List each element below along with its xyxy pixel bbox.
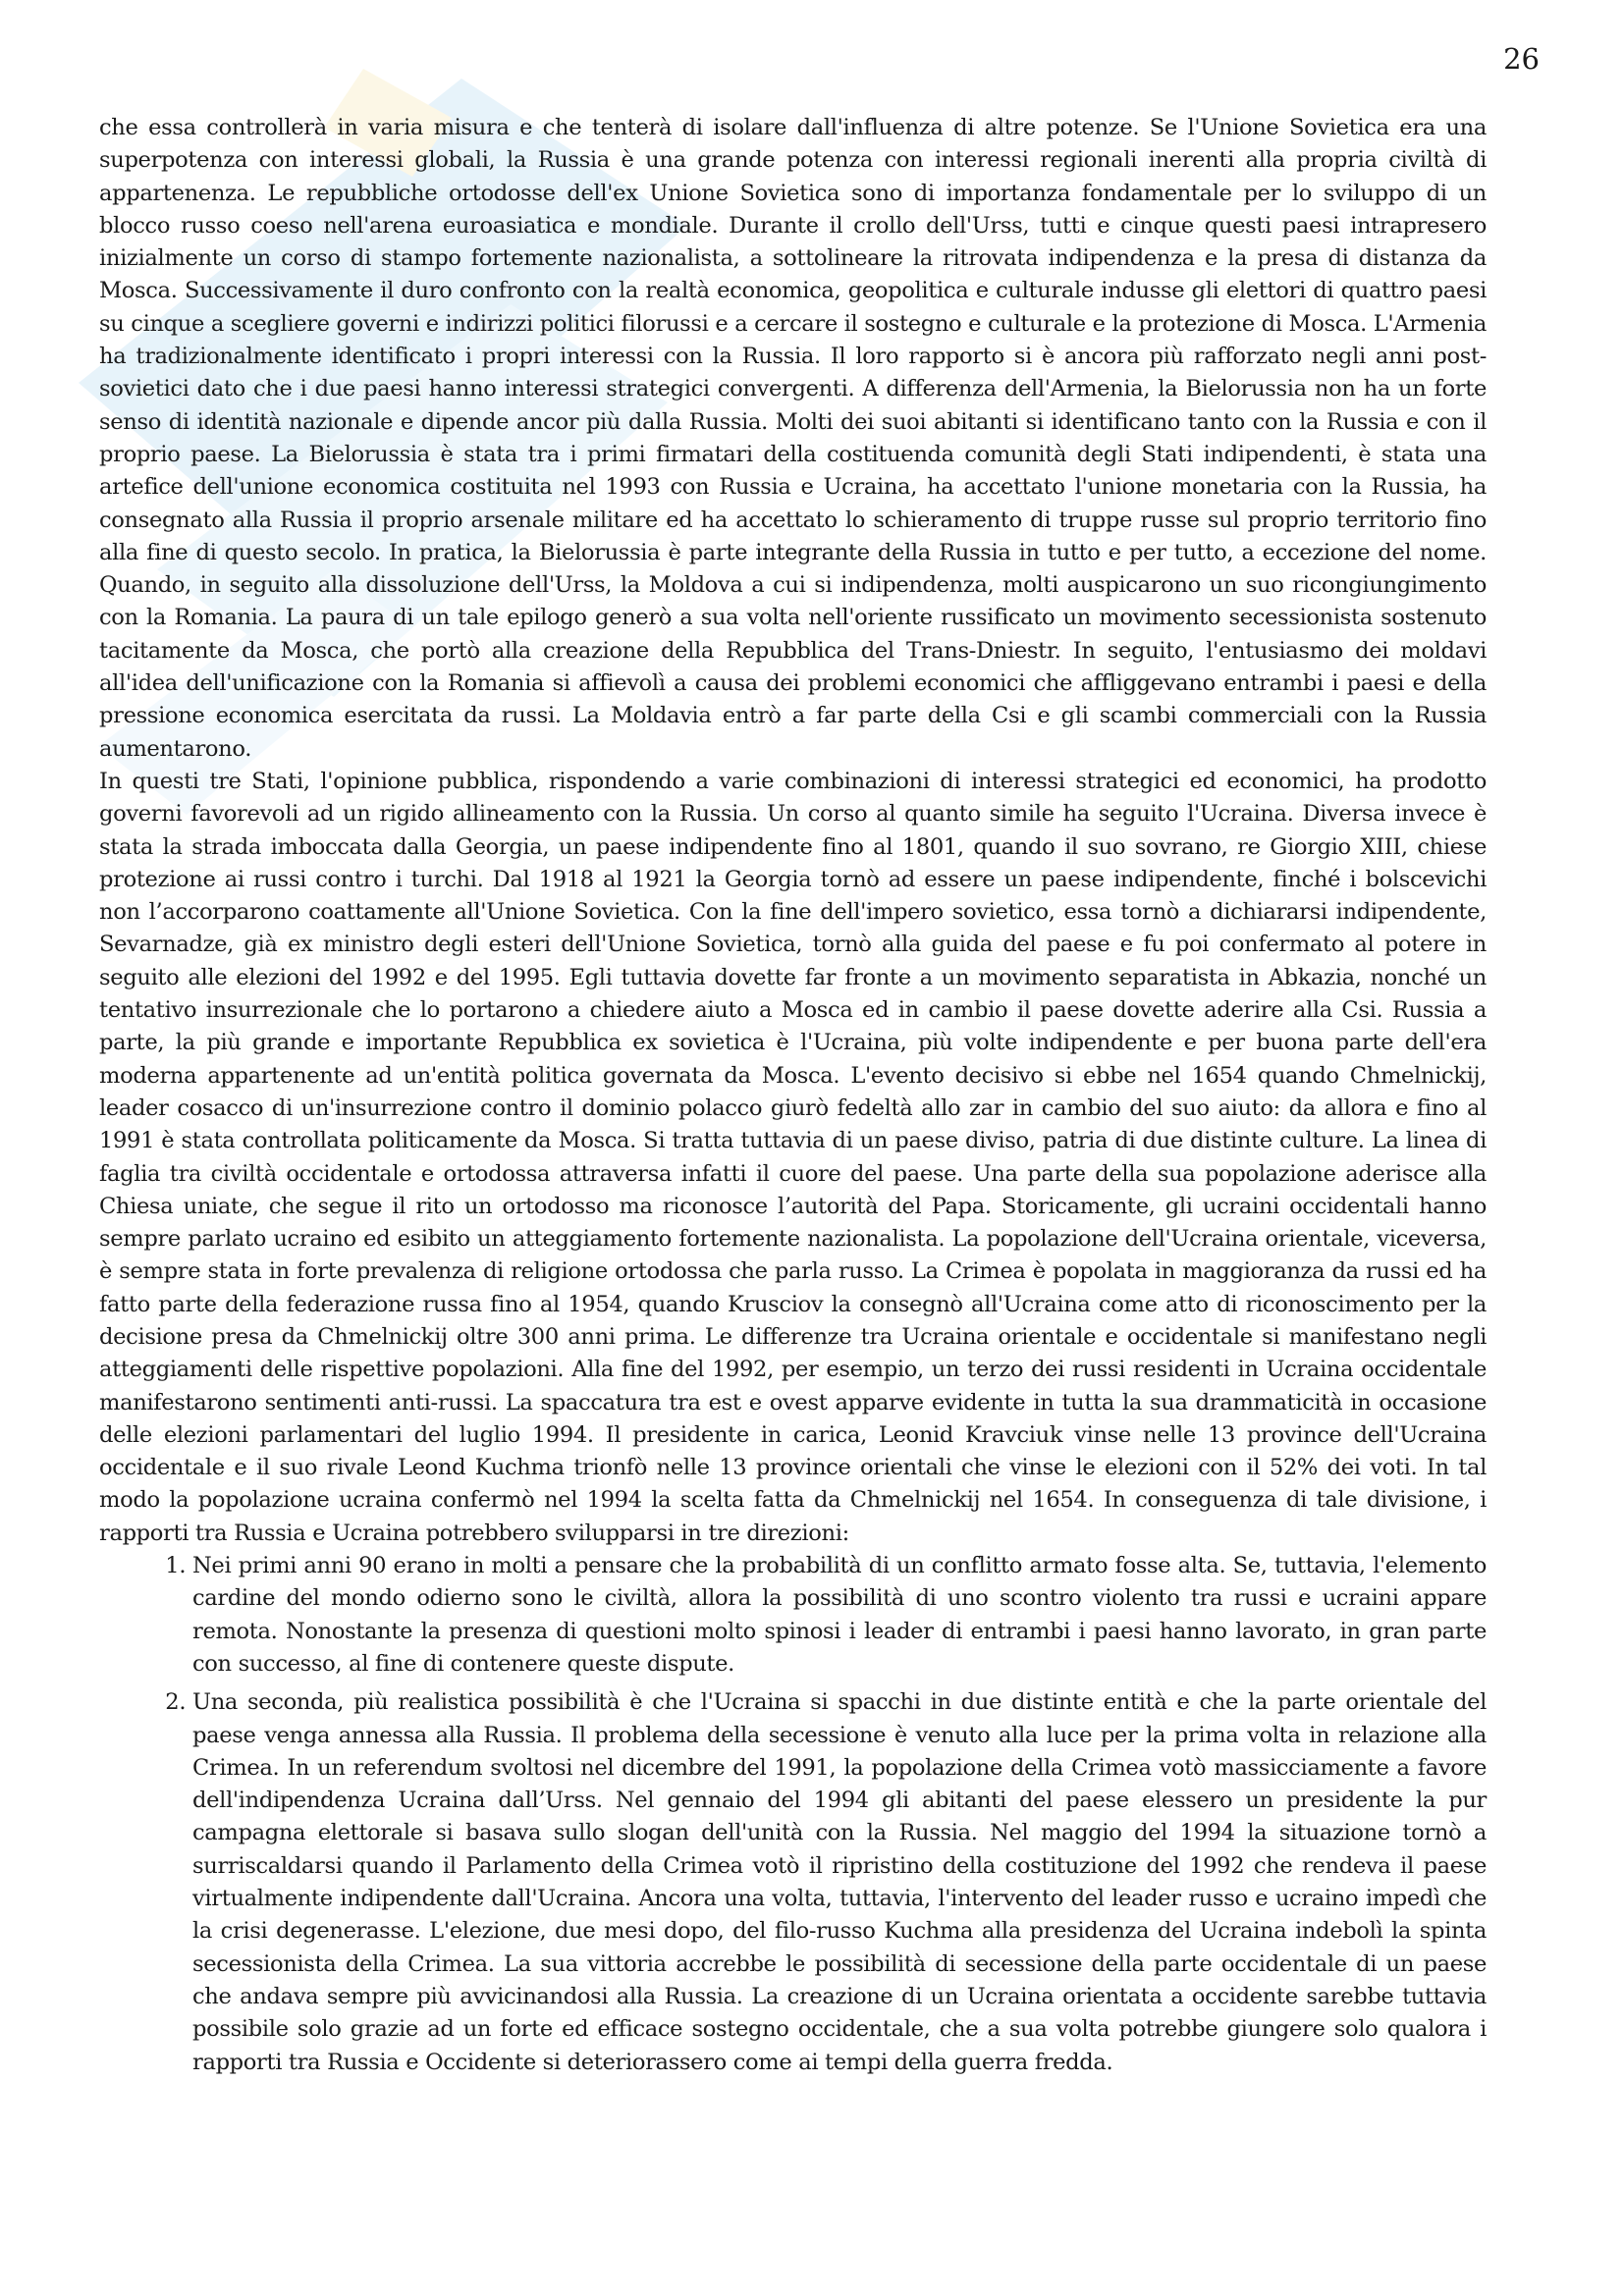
page-number: 26 <box>1503 42 1540 76</box>
numbered-list <box>99 1550 1487 2079</box>
list-item-1: 1. Nei primi anni 90 erano in molti a pensare che la probabilità di un conflitto armato fosse alta. Se, tuttavia, l'elemento cardine del mondo odierno sono le civiltà, allora la possibilità di uno scontro violento tra russi e ucraini appare remota. Nonostante la presenza di questioni molto spinosi i leader di entrambi i paesi hanno lavorato, in gran parte con successo, al fine di contenere queste dispute. <box>192 1550 1487 1681</box>
list-item-2: 2. Una seconda, più realistica possibilità è che l'Ucraina si spacchi in due distinte entità e che la parte orientale del paese venga annessa alla Russia. Il problema della secessione è venuto alla luce per la prima volta in relazione alla Crimea. In un referendum svoltosi nel dicembre del 1991, la popolazione della Crimea votò massicciamente a favore dell'indipendenza Ucraina dall’Urss. Nel gennaio del 1994 gli abitanti del paese elessero un presidente la pur campagna elettorale si basava sullo slogan dell'unità con la Russia. Nel maggio del 1994 la situazione tornò a surriscaldarsi quando il Parlamento della Crimea votò il ripristino della costituzione del 1992 che rendeva il paese virtualmente indipendente dall'Ucraina. Ancora una volta, tuttavia, l'intervento del leader russo e ucraino impedì che la crisi degenerasse. L'elezione, due mesi dopo, del filo-russo Kuchma alla presidenza del Ucraina indebolì la spinta secessionista della Crimea. La sua vittoria accrebbe le possibilità di secessione della parte occidentale di un paese che andava sempre più avvicinandosi alla Russia. La creazione di un Ucraina orientata a occidente sarebbe tuttavia possibile solo grazie ad un forte ed efficace sostegno occidentale, che a sua volta potrebbe giungere solo qualora i rapporti tra Russia e Occidente si deteriorassero come ai tempi della guerra fredda. <box>192 1686 1487 2079</box>
document-body <box>99 112 1487 2085</box>
body-paragraph-1: che essa controllerà in varia misura e che tenterà di isolare dall'influenza di altre potenze. Se l'Unione Sovietica era una superpotenza con interessi globali, la Russia è una grande potenza con interessi regionali inerenti alla propria civiltà di appartenenza. Le repubbliche ortodosse dell'ex Unione Sovietica sono di importanza fondamentale per lo sviluppo di un blocco russo coeso nell'arena euroasiatica e mondiale. Durante il crollo dell'Urss, tutti e cinque questi paesi intrapresero inizialmente un corso di stampo fortemente nazionalista, a sottolineare la ritrovata indipendenza e la presa di distanza da Mosca. Successivamente il duro confronto con la realtà economica, geopolitica e culturale indusse gli elettori di quattro paesi su cinque a scegliere governi e indirizzi politici filorussi e a cercare il sostegno e culturale e la protezione di Mosca. L'Armenia ha tradizionalmente identificato i propri interessi con la Russia. Il loro rapporto si è ancora più rafforzato negli anni post-sovietici dato che i due paesi hanno interessi strategici convergenti. A differenza dell'Armenia, la Bielorussia non ha un forte senso di identità nazionale e dipende ancor più dalla Russia. Molti dei suoi abitanti si identificano tanto con la Russia e con il proprio paese. La Bielorussia è stata tra i primi firmatari della costituenda comunità degli Stati indipendenti, è stata una artefice dell'unione economica costituita nel 1993 con Russia e Ucraina, ha accettato l'unione monetaria con la Russia, ha consegnato alla Russia il proprio arsenale militare ed ha accettato lo schieramento di truppe russe sul proprio territorio fino alla fine di questo secolo. In pratica, la Bielorussia è parte integrante della Russia in tutto e per tutto, a eccezione del nome. Quando, in seguito alla dissoluzione dell'Urss, la Moldova a cui si indipendenza, molti auspicarono un suo ricongiungimento con la Romania. La paura di un tale epilogo generò a sua volta nell'oriente russificato un movimento secessionista sostenuto tacitamente da Mosca, che portò alla creazione della Repubblica del Trans-Dniestr. In seguito, l'entusiasmo dei moldavi all'idea dell'unificazione con la Romania si affievolì a causa dei problemi economici che affliggevano entrambi i paesi e della pressione economica esercitata da russi. La Moldavia entrò a far parte della Csi e gli scambi commerciali con la Russia aumentarono. <box>99 115 1488 762</box>
body-paragraph-2: In questi tre Stati, l'opinione pubblica, rispondendo a varie combinazioni di interessi strategici ed economici, ha prodotto governi favorevoli ad un rigido allineamento con la Russia. Un corso al quanto simile ha seguito l'Ucraina. Diversa invece è stata la strada imboccata dalla Georgia, un paese indipendente fino al 1801, quando il suo sovrano, re Giorgio XIII, chiese protezione ai russi contro i turchi. Dal 1918 al 1921 la Georgia tornò ad essere un paese indipendente, finché i bolscevichi non l’accorparono coattamente all'Unione Sovietica. Con la fine dell'impero sovietico, essa tornò a dichiararsi indipendente, Sevarnadze, già ex ministro degli esteri dell'Unione Sovietica, tornò alla guida del paese e fu poi confermato al potere in seguito alle elezioni del 1992 e del 1995. Egli tuttavia dovette far fronte a un movimento separatista in Abkazia, nonché un tentativo insurrezionale che lo portarono a chiedere aiuto a Mosca ed in cambio il paese dovette aderire alla Csi. Russia a parte, la più grande e importante Repubblica ex sovietica è l'Ucraina, più volte indipendente e per buona parte dell'era moderna appartenente ad un'entità politica governata da Mosca. L'evento decisivo si ebbe nel 1654 quando Chmelnickij, leader cosacco di un'insurrezione contro il dominio polacco giurò fedeltà allo zar in cambio del suo aiuto: da allora e fino al 1991 è stata controllata politicamente da Mosca. Si tratta tuttavia di un paese diviso, patria di due distinte culture. La linea di faglia tra civiltà occidentale e ortodossa attraversa infatti il cuore del paese. Una parte della sua popolazione aderisce alla Chiesa uniate, che segue il rito un ortodosso ma riconosce l’autorità del Papa. Storicamente, gli ucraini occidentali hanno sempre parlato ucraino ed esibito un atteggiamento fortemente nazionalista. La popolazione dell'Ucraina orientale, viceversa, è sempre stata in forte prevalenza di religione ortodossa che parla russo. La Crimea è popolata in maggioranza da russi ed ha fatto parte della federazione russa fino al 1954, quando Krusciov la consegnò all'Ucraina come atto di riconoscimento per la decisione presa da Chmelnickij oltre 300 anni prima. Le differenze tra Ucraina orientale e occidentale si manifestano negli atteggiamenti delle rispettive popolazioni. Alla fine del 1992, per esempio, un terzo dei russi residenti in Ucraina occidentale manifestarono sentimenti anti-russi. La spaccatura tra est e ovest apparve evidente in tutta la sua drammaticità in occasione delle elezioni parlamentari del luglio 1994. Il presidente in carica, Leonid Kravciuk vinse nelle 13 province dell'Ucraina occidentale e il suo rivale Leond Kuchma trionfò nelle 13 province orientali che vinse le elezioni con il 52% dei voti. In tal modo la popolazione ucraina confermò nel 1994 la scelta fatta da Chmelnickij nel 1654. In conseguenza di tale divisione, i rapporti tra Russia e Ucraina potrebbero svilupparsi in tre direzioni: <box>99 768 1487 1546</box>
